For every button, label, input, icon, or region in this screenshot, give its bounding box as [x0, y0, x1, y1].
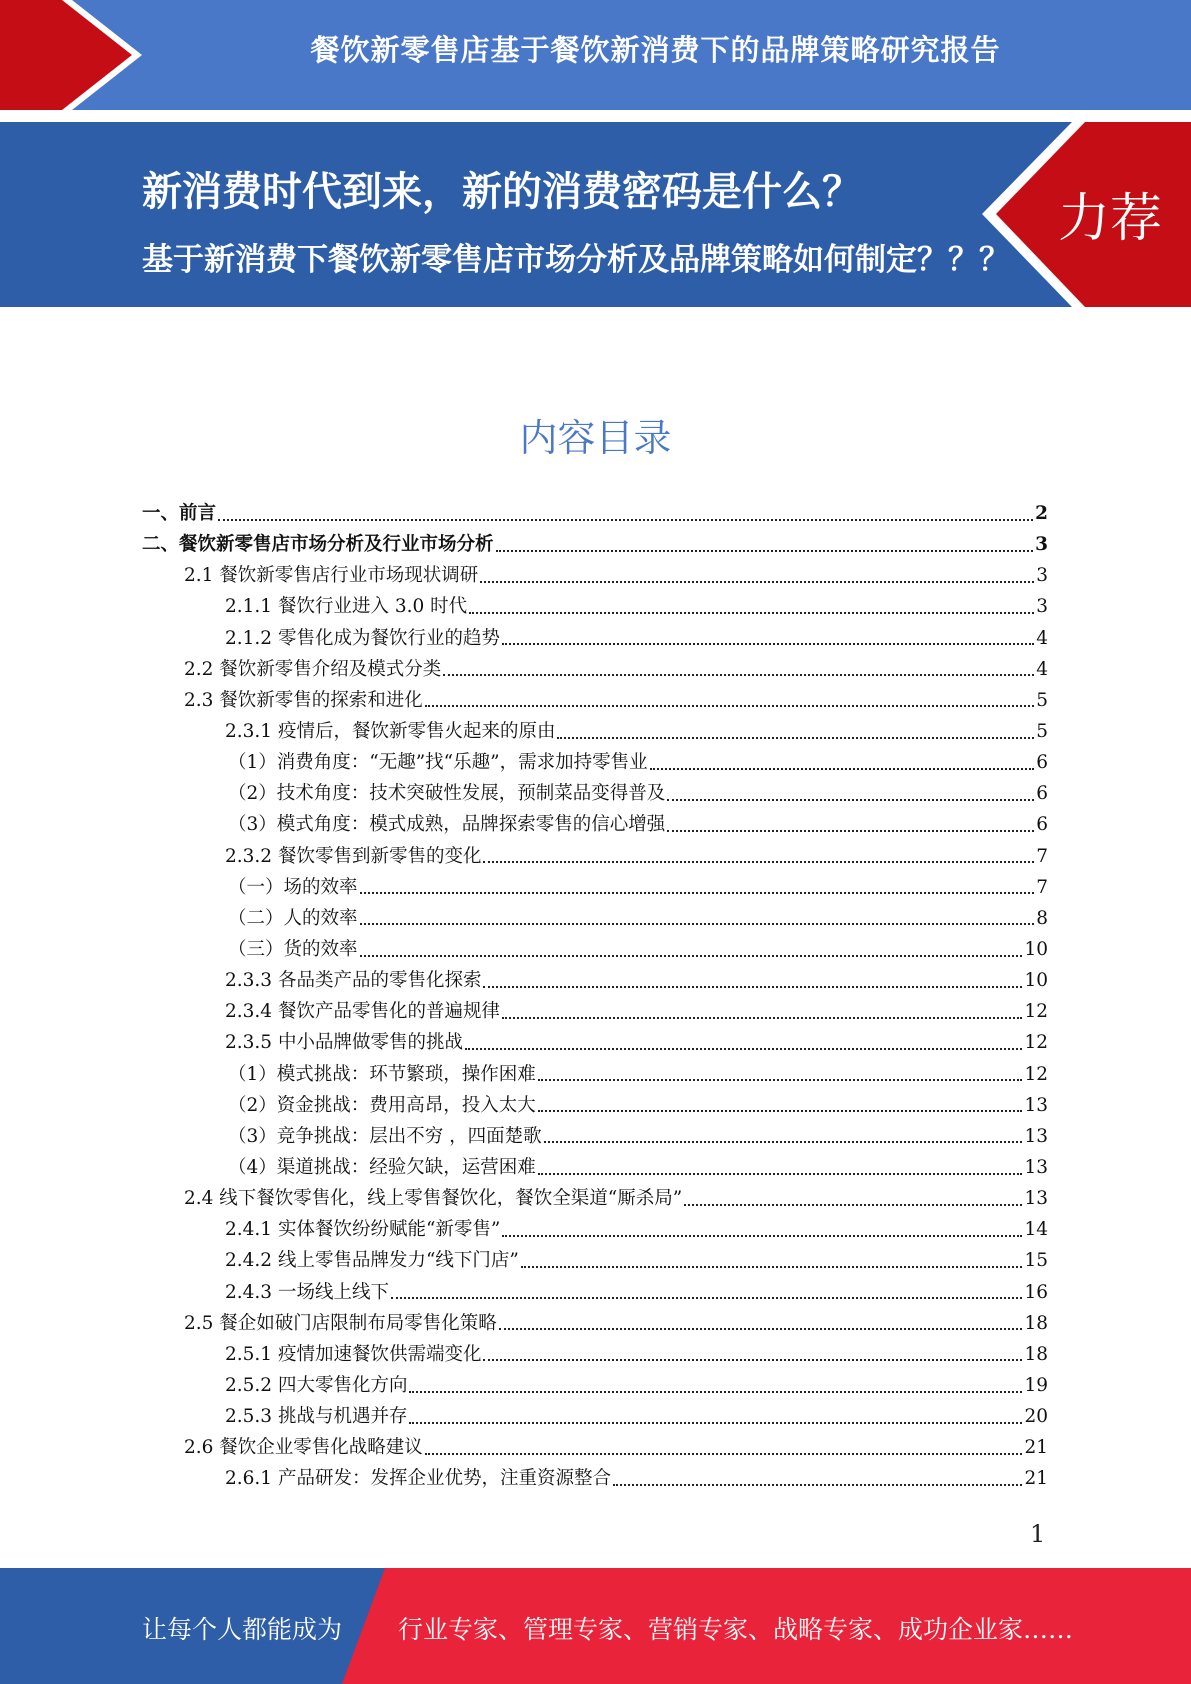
toc-entry[interactable] [142, 1090, 1048, 1121]
toc-leader-dots [218, 519, 1033, 521]
toc-entry-page: 6 [1036, 752, 1048, 774]
toc-entry-page: 18 [1024, 1312, 1048, 1334]
toc-leader-dots [557, 737, 1034, 739]
toc-entry-page: 21 [1024, 1437, 1048, 1459]
table-of-contents [142, 498, 1048, 1495]
toc-entry-label: （2）资金挑战：费用高昂，投入太大 [228, 1094, 536, 1116]
toc-leader-dots [443, 674, 1034, 676]
toc-leader-dots [483, 1359, 1022, 1361]
toc-leader-dots [483, 986, 1022, 988]
toc-entry-label: （1）模式挑战：环节繁琐，操作困难 [228, 1063, 536, 1085]
toc-entry-label: 2.1.2 零售化成为餐饮行业的趋势 [225, 627, 500, 649]
toc-entry-label: 2.5 餐企如破门店限制布局零售化策略 [184, 1312, 497, 1334]
toc-entry-page: 7 [1036, 876, 1048, 898]
toc-entry-page: 3 [1036, 565, 1048, 587]
toc-entry[interactable] [142, 1370, 1048, 1401]
toc-entry[interactable] [142, 809, 1048, 840]
toc-entry-page: 12 [1024, 1063, 1048, 1085]
toc-entry[interactable] [142, 1059, 1048, 1090]
toc-entry-label: 2.5.3 挑战与机遇并存 [225, 1406, 408, 1428]
toc-entry-page: 4 [1036, 658, 1048, 680]
toc-entry-page: 5 [1036, 689, 1048, 711]
toc-entry[interactable] [142, 560, 1048, 591]
toc-entry[interactable] [142, 529, 1048, 560]
toc-leader-dots [409, 1391, 1022, 1393]
toc-entry[interactable] [142, 591, 1048, 622]
toc-leader-dots [667, 830, 1034, 832]
toc-entry-page: 19 [1024, 1374, 1048, 1396]
toc-leader-dots [684, 1204, 1022, 1206]
toc-leader-dots [538, 1110, 1023, 1112]
toc-entry-page: 20 [1024, 1406, 1048, 1428]
toc-entry[interactable] [142, 1214, 1048, 1245]
toc-leader-dots [538, 1079, 1023, 1081]
toc-entry[interactable] [142, 841, 1048, 872]
toc-entry-page: 13 [1024, 1188, 1048, 1210]
toc-entry-label: 2.2 餐饮新零售介绍及模式分类 [184, 658, 442, 680]
toc-entry-label: 2.3.4 餐饮产品零售化的普遍规律 [225, 1001, 500, 1023]
toc-leader-dots [502, 643, 1034, 645]
toc-leader-dots [480, 581, 1034, 583]
toc-entry-page: 21 [1024, 1468, 1048, 1490]
toc-entry[interactable] [142, 716, 1048, 747]
toc-entry[interactable] [142, 872, 1048, 903]
toc-leader-dots [499, 1328, 1023, 1330]
toc-entry-label: （一）场的效率 [228, 876, 358, 898]
toc-entry-page: 3 [1036, 596, 1048, 618]
toc-entry-label: 二、餐饮新零售店市场分析及行业市场分析 [142, 534, 494, 556]
toc-entry-label: 2.3.2 餐饮零售到新零售的变化 [225, 845, 482, 867]
toc-leader-dots [425, 1453, 1023, 1455]
toc-entry[interactable] [142, 654, 1048, 685]
toc-entry[interactable] [142, 747, 1048, 778]
toc-leader-dots [544, 1141, 1023, 1143]
toc-entry-page: 8 [1036, 907, 1048, 929]
toc-leader-dots [483, 861, 1034, 863]
toc-entry[interactable] [142, 1152, 1048, 1183]
toc-leader-dots [502, 1017, 1022, 1019]
toc-entry[interactable] [142, 623, 1048, 654]
toc-leader-dots [667, 799, 1034, 801]
toc-entry-page: 14 [1024, 1219, 1048, 1241]
toc-entry[interactable] [142, 965, 1048, 996]
toc-entry-label: 2.6 餐饮企业零售化战略建议 [184, 1437, 423, 1459]
footer-slogan-right: 行业专家、管理专家、营销专家、战略专家、成功企业家…… [398, 1615, 1074, 1644]
toc-entry-label: （1）消费角度：“无趣”找“乐趣”，需求加持零售业 [228, 752, 648, 774]
toc-entry-page: 4 [1036, 627, 1048, 649]
toc-entry-label: 2.3.3 各品类产品的零售化探索 [225, 970, 482, 992]
toc-entry-label: 2.3.5 中小品牌做零售的挑战 [225, 1032, 463, 1054]
toc-title: 内容目录 [519, 416, 672, 460]
footer-slogan-left: 让每个人都能成为 [142, 1615, 343, 1644]
toc-entry-label: 2.4 线下餐饮零售化，线上零售餐饮化，餐饮全渠道“厮杀局” [184, 1188, 683, 1210]
toc-leader-dots [409, 1422, 1022, 1424]
toc-entry[interactable] [142, 685, 1048, 716]
headline-primary: 新消费时代到来，新的消费密码是什么？ [142, 169, 862, 215]
toc-leader-dots [469, 612, 1034, 614]
toc-leader-dots [360, 955, 1023, 957]
toc-leader-dots [360, 892, 1035, 894]
toc-entry-label: 2.4.2 线上零售品牌发力“线下门店” [225, 1250, 519, 1272]
recommend-badge: 力荐 [1058, 189, 1163, 249]
toc-entry-page: 10 [1024, 970, 1048, 992]
toc-entry[interactable] [142, 1308, 1048, 1339]
toc-entry-page: 5 [1036, 720, 1048, 742]
toc-entry-label: （三）货的效率 [228, 938, 358, 960]
toc-entry-page: 18 [1024, 1343, 1048, 1365]
toc-entry-label: 2.5.2 四大零售化方向 [225, 1374, 408, 1396]
toc-leader-dots [425, 705, 1034, 707]
toc-entry-label: 2.3 餐饮新零售的探索和进化 [184, 689, 423, 711]
toc-entry[interactable] [142, 1277, 1048, 1308]
toc-entry[interactable] [142, 903, 1048, 934]
toc-entry-page: 16 [1024, 1281, 1048, 1303]
toc-entry-label: 2.4.3 一场线上线下 [225, 1281, 389, 1303]
toc-entry-page: 13 [1024, 1094, 1048, 1116]
toc-entry[interactable] [142, 778, 1048, 809]
report-title: 餐饮新零售店基于餐饮新消费下的品牌策略研究报告 [310, 33, 1001, 67]
toc-entry-page: 12 [1024, 1001, 1048, 1023]
toc-entry-label: 2.5.1 疫情加速餐饮供需端变化 [225, 1343, 482, 1365]
toc-entry[interactable] [142, 1401, 1048, 1432]
toc-leader-dots [465, 1048, 1022, 1050]
top-banner [0, 0, 1191, 110]
toc-entry-label: 2.1 餐饮新零售店行业市场现状调研 [184, 565, 479, 587]
headline-secondary: 基于新消费下餐饮新零售店市场分析及品牌策略如何制定？？？ [142, 242, 1010, 278]
toc-entry-page: 13 [1024, 1125, 1048, 1147]
toc-entry-page: 3 [1035, 534, 1048, 556]
toc-entry-label: 2.4.1 实体餐饮纷纷赋能“新零售” [225, 1219, 501, 1241]
toc-entry-page: 7 [1036, 845, 1048, 867]
toc-entry-label: 2.6.1 产品研发：发挥企业优势，注重资源整合 [225, 1468, 611, 1490]
toc-entry-label: （4）渠道挑战：经验欠缺，运营困难 [228, 1156, 536, 1178]
toc-entry[interactable] [142, 996, 1048, 1027]
toc-entry[interactable] [142, 1339, 1048, 1370]
toc-entry-page: 6 [1036, 814, 1048, 836]
toc-entry-label: （3）模式角度：模式成熟，品牌探索零售的信心增强 [228, 814, 666, 836]
toc-leader-dots [502, 1235, 1022, 1237]
toc-entry[interactable] [142, 1027, 1048, 1058]
toc-entry-page: 6 [1036, 783, 1048, 805]
red-arrow-decoration [0, 0, 160, 110]
toc-entry-label: 2.1.1 餐饮行业进入 3.0 时代 [225, 596, 468, 618]
toc-entry[interactable] [142, 1463, 1048, 1494]
toc-entry-label: （3）竞争挑战：层出不穷 ，四面楚歌 [228, 1125, 542, 1147]
toc-entry-label: 2.3.1 疫情后，餐饮新零售火起来的原由 [225, 720, 556, 742]
headline-banner [0, 122, 1191, 307]
toc-entry-page: 15 [1024, 1250, 1048, 1272]
toc-entry-page: 2 [1035, 503, 1048, 524]
toc-entry-page: 10 [1024, 938, 1048, 960]
toc-entry-label: 一、前言 [142, 503, 217, 524]
toc-leader-dots [391, 1297, 1022, 1299]
toc-entry[interactable] [142, 1183, 1048, 1214]
page-number: 1 [1030, 1520, 1046, 1548]
toc-entry[interactable] [142, 498, 1048, 529]
toc-leader-dots [360, 923, 1035, 925]
toc-leader-dots [538, 1173, 1023, 1175]
toc-entry-page: 13 [1024, 1156, 1048, 1178]
toc-leader-dots [650, 768, 1035, 770]
toc-leader-dots [613, 1484, 1022, 1486]
toc-entry-label: （2）技术角度：技术突破性发展，预制菜品变得普及 [228, 783, 666, 805]
footer-banner [0, 1568, 1191, 1684]
toc-entry[interactable] [142, 934, 1048, 965]
toc-leader-dots [521, 1266, 1023, 1268]
toc-entry[interactable] [142, 1432, 1048, 1463]
toc-entry-label: （二）人的效率 [228, 907, 358, 929]
toc-leader-dots [496, 550, 1034, 552]
toc-entry[interactable] [142, 1245, 1048, 1276]
toc-entry-page: 12 [1024, 1032, 1048, 1054]
toc-entry[interactable] [142, 1121, 1048, 1152]
